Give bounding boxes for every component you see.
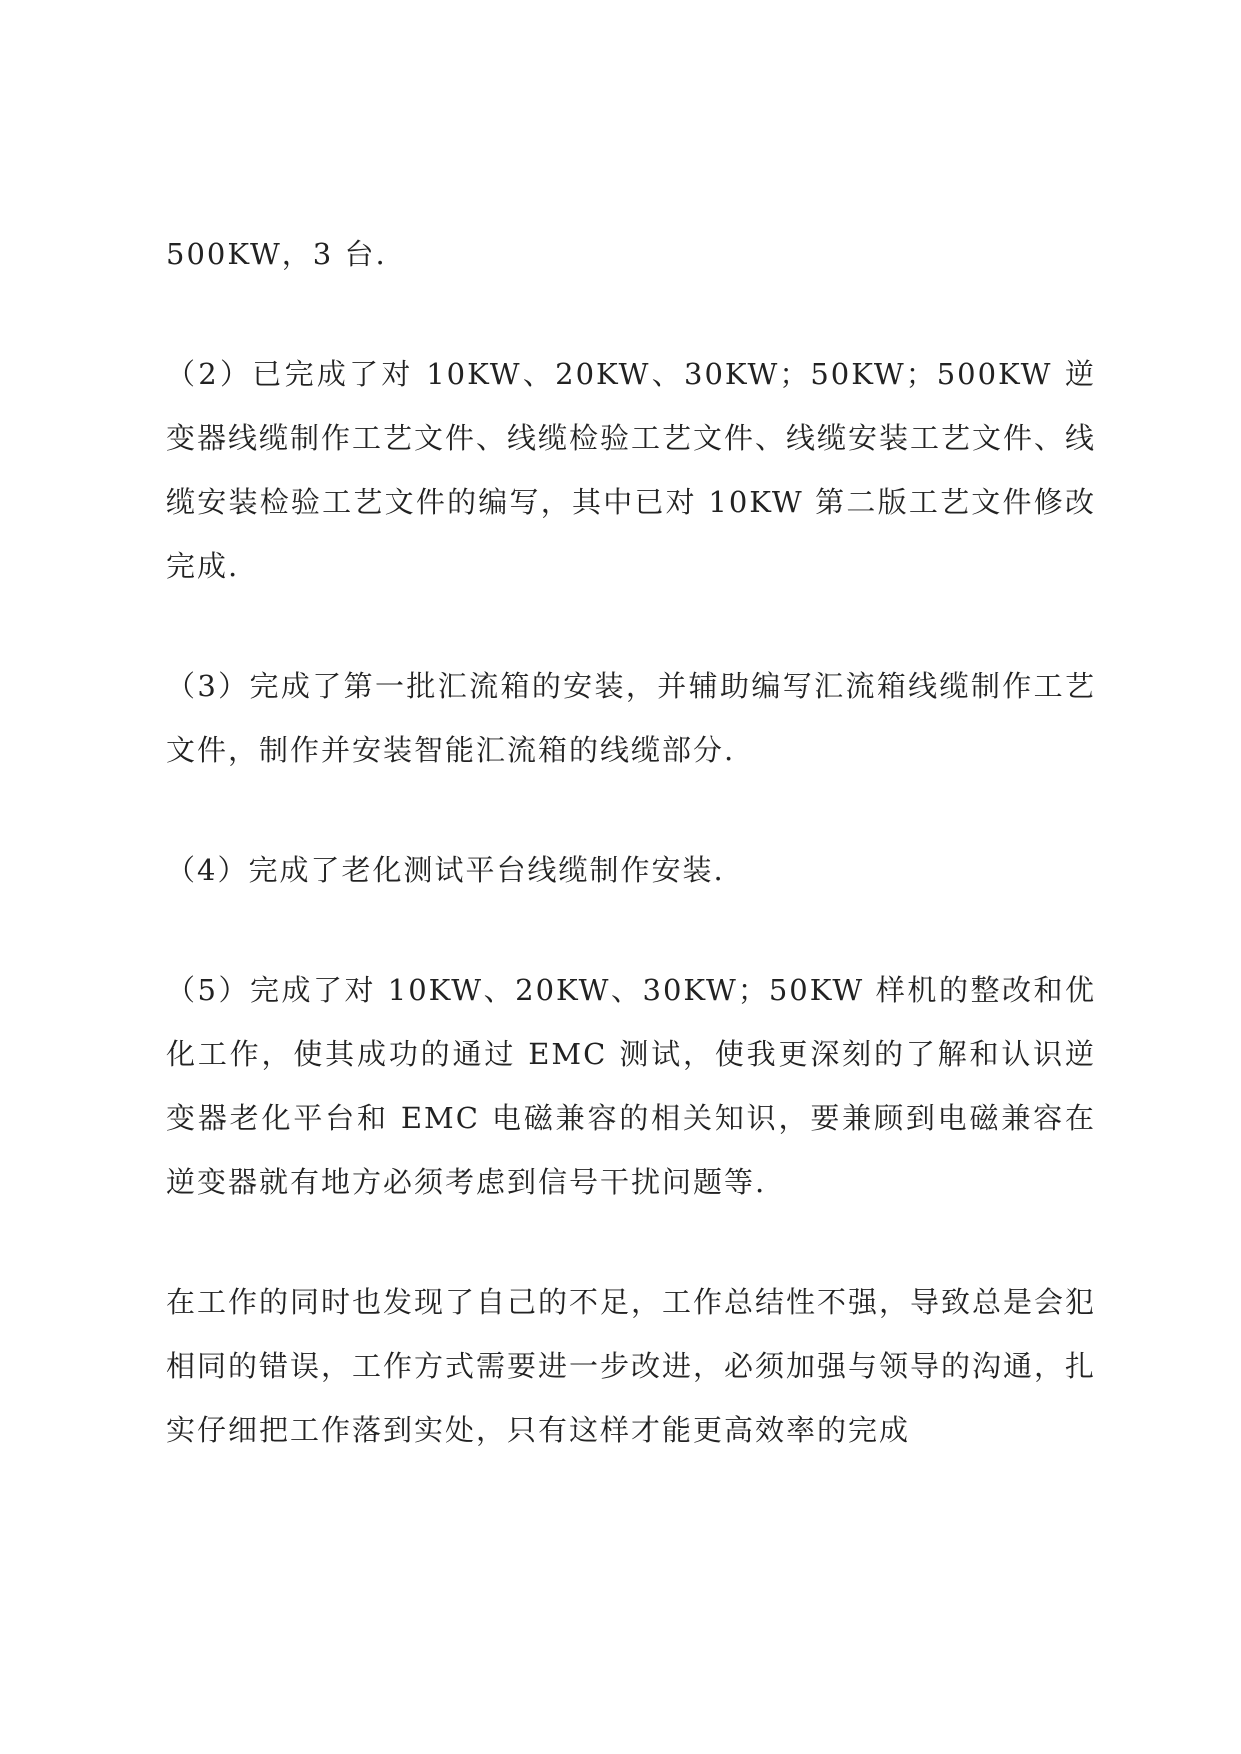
paragraph-item-3: （3）完成了第一批汇流箱的安装，并辅助编写汇流箱线缆制作工艺文件，制作并安装智能汇流箱的线缆部分. [166,669,1096,767]
document-body [166,222,1096,1462]
paragraph-item-5: （5）完成了对 10KW、20KW、30KW；50KW 样机的整改和优化工作，使其成功的通过 EMC 测试，使我更深刻的了解和认识逆变器老化平台和 EMC 电磁兼容的相关知识，要兼顾到电磁兼容在逆变器就有地方必须考虑到信号干扰问题等. [166,973,1096,1199]
paragraph-reflection: 在工作的同时也发现了自己的不足，工作总结性不强，导致总是会犯相同的错误，工作方式需要进一步改进，必须加强与领导的沟通，扎实仔细把工作落到实处，只有这样才能更高效率的完成 [166,1285,1097,1447]
paragraph-item-2: （2）已完成了对 10KW、20KW、30KW；50KW；500KW 逆变器线缆制作工艺文件、线缆检验工艺文件、线缆安装工艺文件、线缆安装检验工艺文件的编写，其中已对 10KW 第二版工艺文件修改完成. [166,357,1097,583]
paragraph-continuation: 500KW，3 台. [166,237,387,271]
paragraph-item-4: （4）完成了老化测试平台线缆制作安装. [166,853,725,887]
